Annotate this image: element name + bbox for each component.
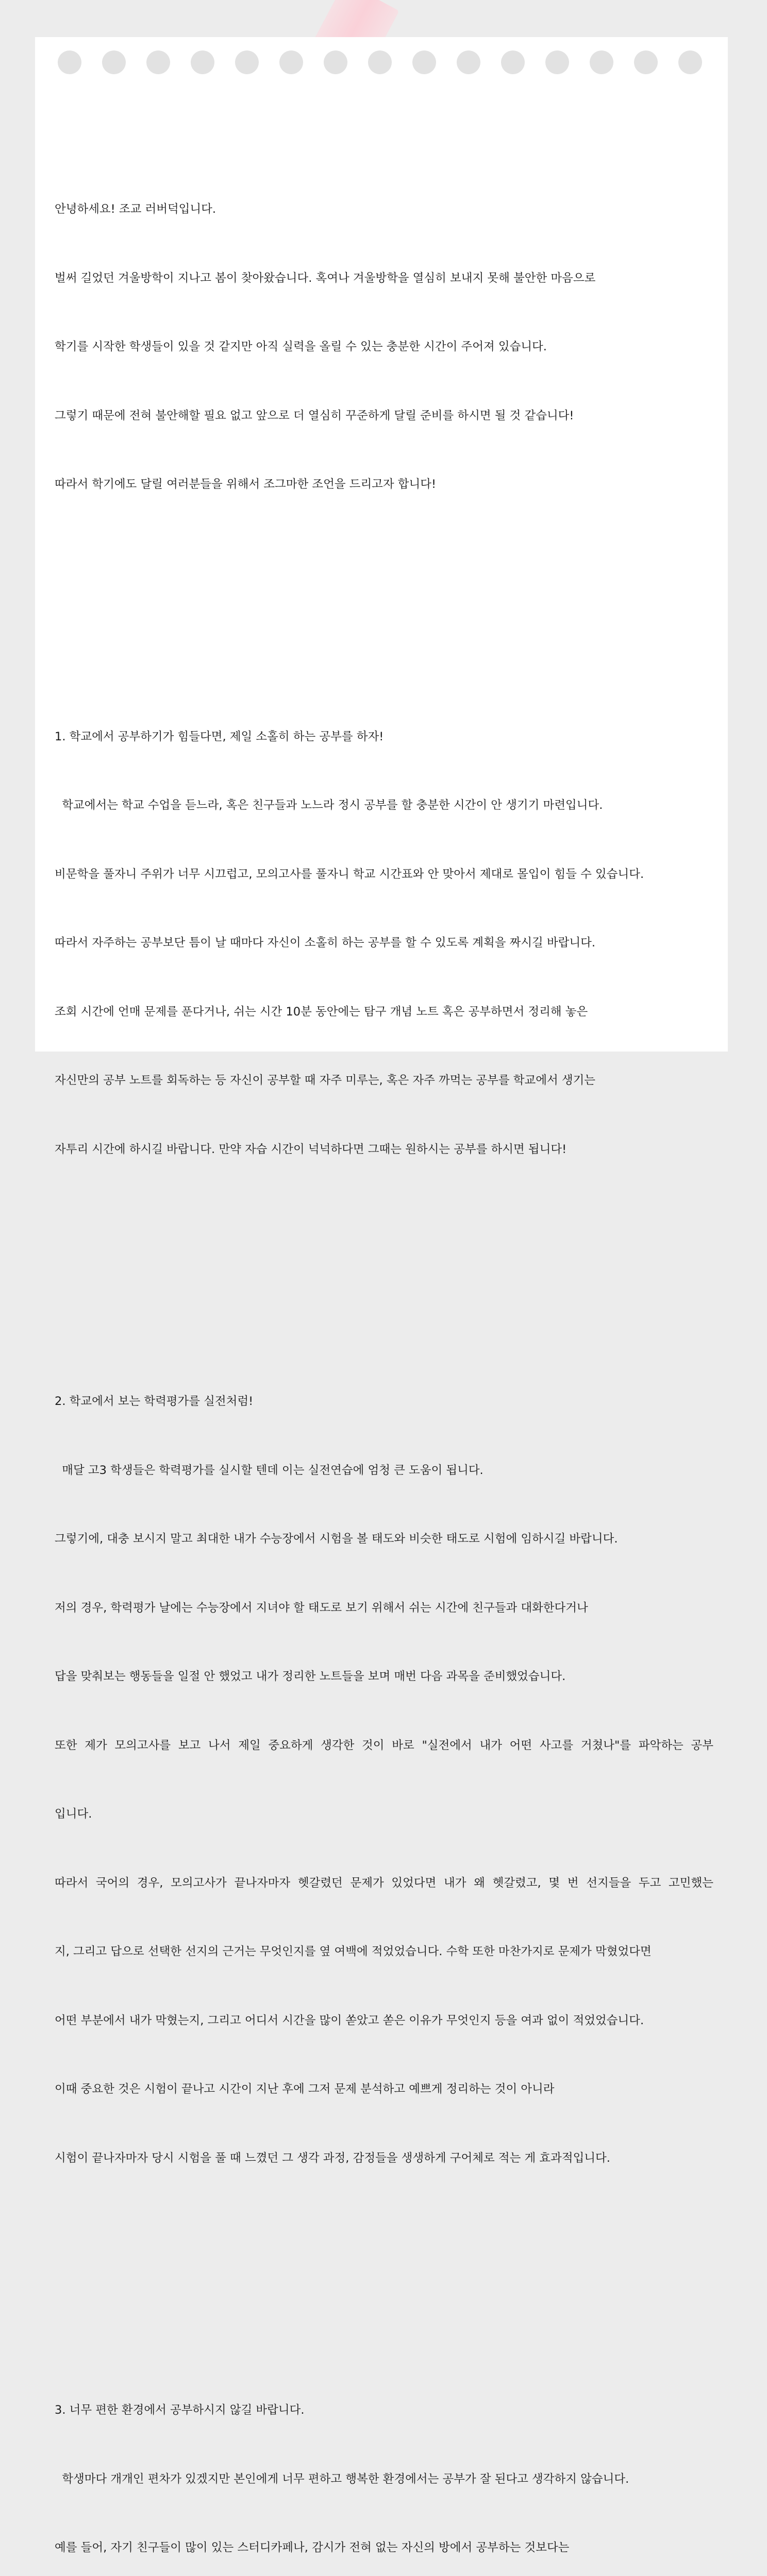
binder-hole-icon xyxy=(191,50,214,74)
text-line: 비문학을 풀자니 주위가 너무 시끄럽고, 모의고사를 풀자니 학교 시간표와 안 맞아서 제대로 몰입이 힘들 수 있습니다. xyxy=(55,867,644,881)
binder-hole-icon xyxy=(102,50,126,74)
binder-hole-icon xyxy=(58,50,81,74)
binder-hole-icon xyxy=(146,50,170,74)
binder-hole-icon xyxy=(634,50,658,74)
text-line: 조회 시간에 언매 문제를 푼다거나, 쉬는 시간 10분 동안에는 탐구 개념 노트 혹은 공부하면서 정리해 놓은 xyxy=(55,1005,588,1019)
binder-hole-icon xyxy=(457,50,480,74)
binder-hole-icon xyxy=(501,50,525,74)
text-line: 시험이 끝나자마자 당시 시험을 풀 때 느꼈던 그 생각 과정, 감정들을 생생하게 구어체로 적는 게 효과적입니다. xyxy=(55,2151,610,2165)
text-line: 저의 경우, 학력평가 날에는 수능장에서 지녀야 할 태도로 보기 위해서 쉬는 시간에 친구들과 대화한다거나 xyxy=(55,1601,588,1615)
text-line: 매달 고3 학생들은 학력평가를 실시할 텐데 이는 실전연습에 엄청 큰 도움이 됩니다. xyxy=(55,1463,483,1477)
section-1 xyxy=(55,680,713,1207)
binder-hole-icon xyxy=(590,50,613,74)
text-line: 벌써 길었던 겨울방학이 지나고 봄이 찾아왔습니다. 혹여나 겨울방학을 열심히 보내지 못해 불안한 마음으로 xyxy=(55,271,596,285)
binder-hole-icon xyxy=(279,50,303,74)
text-line: 답을 맞춰보는 행동들을 일절 안 했었고 내가 정리한 노트들을 보며 매번 다음 과목을 준비했었습니다. xyxy=(55,1670,566,1683)
section-2 xyxy=(55,1344,713,2215)
text-line: 지, 그리고 답으로 선택한 선지의 근거는 무엇인지를 옆 여백에 적었었습니다. 수학 또한 마찬가지로 문제가 막혔었다면 xyxy=(55,1945,652,1958)
section-heading: 3. 너무 편한 환경에서 공부하시지 않길 바랍니다. xyxy=(55,2403,305,2417)
text-line: 또한 제가 모의고사를 보고 나서 제일 중요하게 생각한 것이 바로 "실전에서 내가 어떤 사고를 거쳤나"를 파악하는 공부 xyxy=(55,1738,713,1752)
text-line: 학기를 시작한 학생들이 있을 것 같지만 아직 실력을 올릴 수 있는 충분한 시간이 주어져 있습니다. xyxy=(55,340,547,353)
notepad-sheet xyxy=(35,37,728,2554)
section-heading: 1. 학교에서 공부하기가 힘들다면, 제일 소홀히 하는 공부를 하자! xyxy=(55,730,384,743)
text-line: 따라서 자주하는 공부보단 틈이 날 때마다 자신이 소홀히 하는 공부를 할 수 있도록 계획을 짜시길 바랍니다. xyxy=(55,936,596,950)
text-line: 어떤 부분에서 내가 막혔는지, 그리고 어디서 시간을 많이 쏟았고 쏟은 이유가 무엇인지 등을 여과 없이 적었었습니다. xyxy=(55,2013,644,2027)
text-line: 학교에서는 학교 수업을 듣느라, 혹은 친구들과 노느라 정시 공부를 할 충분한 시간이 안 생기기 마련입니다. xyxy=(55,799,603,812)
letter-body xyxy=(55,106,713,2576)
text-line: 따라서 국어의 경우, 모의고사가 끝나자마자 헷갈렸던 문제가 있었다면 내가 왜 헷갈렸고, 몇 번 선지들을 두고 고민했는 xyxy=(55,1876,713,1890)
text-line: 예를 들어, 자기 친구들이 많이 있는 스터디카페나, 감시가 전혀 없는 자신의 방에서 공부하는 것보다는 xyxy=(55,2541,570,2554)
paragraph-spacer xyxy=(55,588,713,611)
binder-holes xyxy=(35,37,728,78)
paragraph-spacer xyxy=(55,1252,713,1276)
text-line: 학생마다 개개인 편차가 있겠지만 본인에게 너무 편하고 행복한 환경에서는 공부가 잘 된다고 생각하지 않습니다. xyxy=(55,2472,629,2486)
text-line: 그렇기 때문에 전혀 불안해할 필요 없고 앞으로 더 열심히 꾸준하게 달릴 준비를 하시면 될 것 같습니다! xyxy=(55,409,574,422)
section-heading: 2. 학교에서 보는 학력평가를 실전처럼! xyxy=(55,1395,254,1408)
text-line: 이때 중요한 것은 시험이 끝나고 시간이 지난 후에 그저 문제 분석하고 예쁘게 정리하는 것이 아니라 xyxy=(55,2082,555,2096)
intro-paragraph xyxy=(55,152,713,542)
text-line: 자투리 시간에 하시길 바랍니다. 만약 자습 시간이 넉넉하다면 그때는 원하시는 공부를 하시면 됩니다! xyxy=(55,1142,567,1156)
text-line: 자신만의 공부 노트를 회독하는 등 자신이 공부할 때 자주 미루는, 혹은 자주 까먹는 공부를 학교에서 생기는 xyxy=(55,1074,596,1087)
binder-hole-icon xyxy=(678,50,702,74)
binder-hole-icon xyxy=(368,50,392,74)
binder-hole-icon xyxy=(545,50,569,74)
text-line: 입니다. xyxy=(55,1807,92,1821)
binder-hole-icon xyxy=(235,50,259,74)
section-3 xyxy=(55,2353,713,2576)
binder-hole-icon xyxy=(324,50,347,74)
text-line: 따라서 학기에도 달릴 여러분들을 위해서 조그마한 조언을 드리고자 합니다! xyxy=(55,478,437,491)
text-line: 그렇기에, 대충 보시지 말고 최대한 내가 수능장에서 시험을 볼 태도와 비슷한 태도로 시험에 임하시길 바랍니다. xyxy=(55,1532,618,1546)
text-line: 안녕하세요! 조교 러버덕입니다. xyxy=(55,202,216,216)
binder-hole-icon xyxy=(412,50,436,74)
paragraph-spacer xyxy=(55,2261,713,2284)
